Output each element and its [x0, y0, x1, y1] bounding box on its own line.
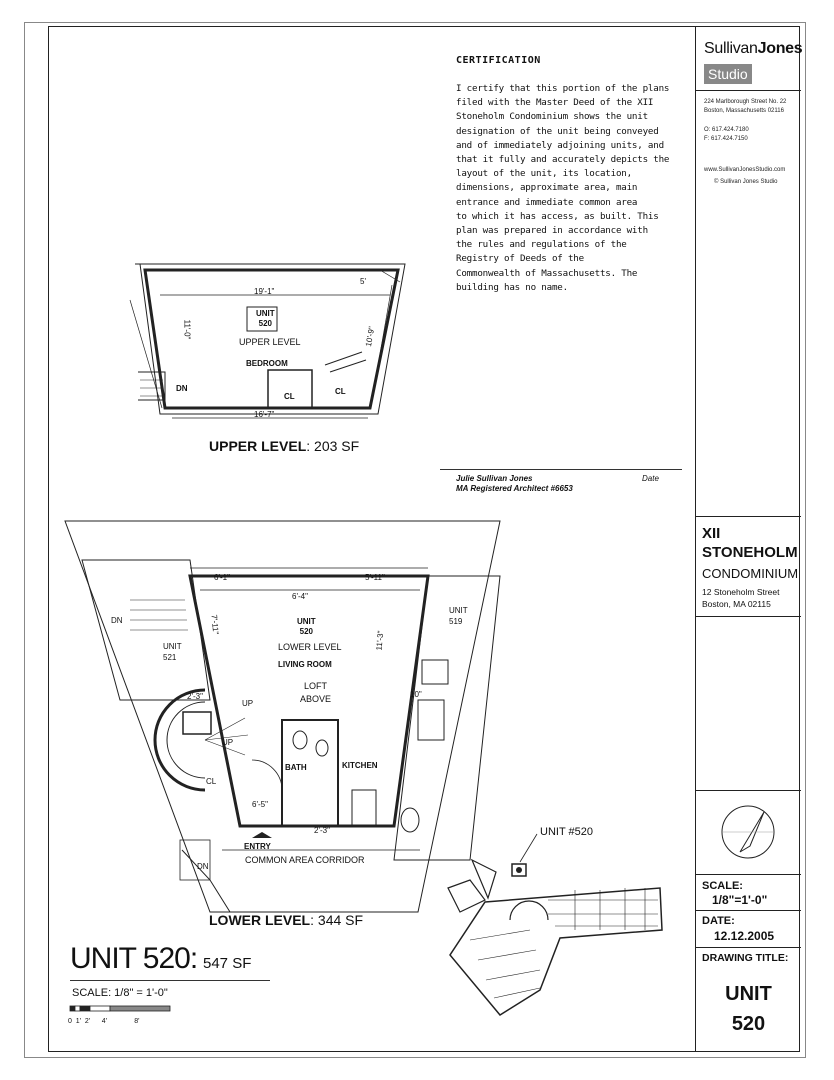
certification-line: Registry of Deeds of the — [456, 253, 584, 265]
firm-studio-badge: Studio — [704, 64, 752, 84]
upper-closet-label-1: CL — [284, 392, 295, 401]
bedroom-label: BEDROOM — [246, 359, 288, 368]
kitchen-label: KITCHEN — [342, 761, 378, 770]
summary-scale-text: SCALE: 1/8" = 1'-0" — [72, 987, 168, 999]
date-label: DATE: — [702, 915, 735, 927]
tb-divider-2 — [696, 516, 801, 517]
upper-closet-label-2: CL — [335, 387, 346, 396]
lower-dim-kitchen: 10" — [410, 690, 422, 699]
certification-line: Commonwealth of Massachusetts. The — [456, 267, 638, 279]
unit-summary-title: UNIT 520: — [70, 942, 198, 975]
certification-line: layout of the unit, its location, — [456, 168, 632, 180]
project-address — [702, 586, 780, 610]
adjacent-unit-519 — [449, 605, 468, 627]
certification-line: entrance and immediate common area — [456, 196, 638, 208]
lower-dim-top-right: 5'-11" — [365, 573, 385, 582]
firm-fax: F: 617.424.7150 — [704, 136, 748, 142]
unit-521-line2: 521 — [163, 653, 177, 662]
drawing-title-1: UNIT — [725, 983, 772, 1005]
upper-stair-dn-label: DN — [176, 384, 188, 393]
entry-label: ENTRY — [244, 842, 271, 851]
project-street: 12 Stoneholm Street — [702, 587, 780, 597]
upper-level-caption — [209, 438, 359, 454]
firm-name — [704, 40, 802, 58]
upper-dim-top: 19'-1" — [254, 287, 275, 296]
project-line1: XII — [702, 525, 721, 542]
bath-label: BATH — [285, 763, 307, 772]
title-block — [695, 26, 803, 1052]
stair-up-label-2: UP — [222, 738, 234, 747]
lower-caption-bold: LOWER LEVEL — [209, 912, 311, 928]
certification-line: designation of the unit being conveyed — [456, 125, 659, 137]
signer-registration: MA Registered Architect #6653 — [456, 484, 573, 493]
lower-level-caption — [209, 912, 363, 928]
certification-line: dimensions, approximate area, main — [456, 182, 638, 194]
loft-label-1: LOFT — [304, 681, 328, 691]
lower-level-tag: LOWER LEVEL — [278, 642, 342, 652]
lower-dim-stair: 2'-3" — [187, 692, 203, 701]
scale-label: SCALE: — [702, 880, 743, 892]
lower-level-plan — [65, 521, 500, 912]
firm-address-2: Boston, Massachusetts 02116 — [704, 108, 784, 114]
stair-up-label-1: UP — [242, 699, 254, 708]
graphic-scale-bar — [70, 1006, 170, 1011]
project-line3: CONDOMINIUM — [702, 566, 799, 581]
upper-dim-right: 10'-9" — [363, 325, 377, 348]
certification-line: the rules and regulations of the — [456, 239, 627, 251]
upper-unit-tag-line1: UNIT — [256, 309, 275, 318]
key-plan-label: UNIT #520 — [540, 826, 593, 838]
lower-unit-tag — [297, 617, 316, 637]
upper-dim-corner: 5' — [360, 277, 366, 286]
upper-unit-tag — [256, 309, 275, 329]
tb-divider-1 — [696, 90, 801, 91]
loft-label-2: ABOVE — [300, 694, 332, 704]
corridor-label: COMMON AREA CORRIDOR — [245, 855, 365, 865]
tb-divider-4 — [696, 790, 801, 791]
lower-caption-area: : 344 SF — [310, 912, 364, 928]
lower-closet-label: CL — [206, 777, 217, 786]
stair-dn-label-1: DN — [111, 616, 123, 625]
certification-line: Stoneholm Condominium shows the unit — [456, 111, 648, 123]
drawing-title-2: 520 — [731, 1013, 766, 1035]
lower-dim-mid: 6'-4" — [292, 592, 308, 601]
adjacent-unit-521 — [163, 641, 182, 663]
unit-519-line2: 519 — [449, 617, 463, 626]
firm-website: www.SullivanJonesStudio.com — [704, 167, 786, 173]
upper-dim-bottom: 16'-7" — [254, 410, 275, 419]
living-room-label: LIVING ROOM — [278, 660, 332, 669]
tb-divider-3 — [696, 616, 801, 617]
lower-dim-entry: 2'-3" — [314, 826, 330, 835]
summary-rule — [70, 980, 270, 981]
certification-line: to which it has access, as built. This — [456, 210, 659, 222]
signature-line — [440, 469, 682, 470]
firm-copyright: © Sullivan Jones Studio — [714, 179, 778, 185]
firm-name-light: Sullivan — [704, 40, 758, 57]
upper-unit-tag-line2: 520 — [258, 319, 273, 328]
lower-unit-tag-line1: UNIT — [297, 617, 316, 626]
upper-caption-bold: UPPER LEVEL — [209, 438, 307, 454]
certification-line: building has no name. — [456, 281, 568, 293]
upper-dim-left: 11'-0" — [182, 319, 192, 340]
project-city: Boston, MA 02115 — [702, 599, 771, 609]
lower-dim-bath: 6'-5" — [252, 800, 268, 809]
tb-divider-6 — [696, 910, 801, 911]
firm-phone: O: 617.424.7180 — [704, 127, 749, 133]
certification-line: that it fully and accurately depicts the — [456, 154, 670, 165]
signature-date-label: Date — [642, 474, 659, 483]
certification-line: I certify that this portion of the plans — [456, 83, 670, 94]
drawing-title-label: DRAWING TITLE: — [702, 952, 789, 964]
upper-level-tag: UPPER LEVEL — [239, 337, 301, 347]
certification-line: and of immediately adjoining units, and — [456, 139, 664, 151]
signer-name: Julie Sullivan Jones — [456, 474, 533, 483]
upper-caption-area: : 203 SF — [306, 438, 360, 454]
project-line2: STONEHOLM — [702, 544, 798, 561]
scale-bar-labels: 0 1' 2' 4' 8' — [68, 1018, 140, 1025]
lower-dim-right: 11'-3" — [374, 630, 386, 651]
firm-name-bold: Jones — [757, 40, 803, 57]
unit-summary-area: 547 SF — [203, 955, 252, 972]
firm-address-1: 224 Marlborough Street No. 22 — [704, 99, 787, 105]
lower-dim-top-left: 6'-1" — [214, 573, 230, 582]
tb-divider-5 — [696, 874, 801, 875]
certification-line: filed with the Master Deed of the XII — [456, 97, 654, 109]
stair-dn-label-2: DN — [197, 862, 209, 871]
scale-value: 1/8"=1'-0" — [712, 893, 768, 907]
key-plan — [448, 834, 662, 1015]
certification-line: plan was prepared in accordance with — [456, 225, 648, 236]
unit-521-line1: UNIT — [163, 642, 182, 651]
tb-divider-7 — [696, 947, 801, 948]
certification-heading: CERTIFICATION — [456, 55, 541, 66]
lower-unit-tag-line2: 520 — [299, 627, 314, 636]
lower-dim-left: 7'-11" — [209, 614, 221, 635]
project-name — [702, 524, 798, 562]
unit-519-line1: UNIT — [449, 606, 468, 615]
date-value: 12.12.2005 — [714, 929, 775, 943]
